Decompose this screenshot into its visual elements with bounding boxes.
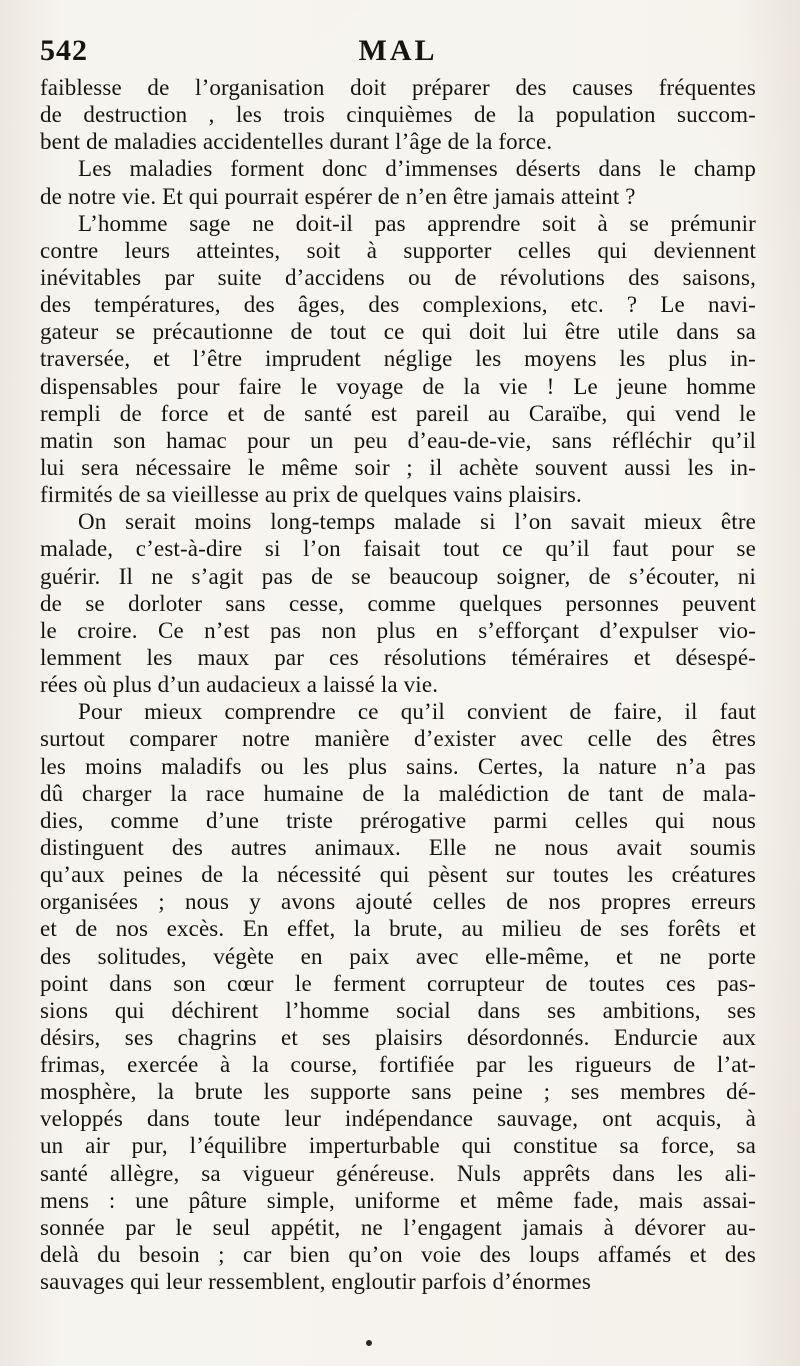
text-line: un air pur, l’équilibre imperturbable qui constitue sa force, sa: [40, 1133, 756, 1159]
text-line: inévitables par suite d’accidens ou de révolutions des saisons,: [40, 264, 756, 290]
text-line: guérir. Il ne s’agit pas de se beaucoup soigner, de s’écouter, ni: [40, 563, 756, 589]
body-text: [40, 74, 756, 1295]
page-header: [40, 28, 756, 72]
text-line: surtout comparer notre manière d’exister avec celle des êtres: [40, 726, 756, 752]
text-line: lui sera nécessaire le même soir ; il achète souvent aussi les in-: [40, 454, 756, 480]
text-line: des températures, des âges, des complexions, etc. ? Le navi-: [40, 292, 756, 318]
text-line: Pour mieux comprendre ce qu’il convient de faire, il faut: [78, 699, 756, 725]
text-line: firmités de sa vieillesse au prix de quelques vains plaisirs.: [40, 482, 582, 508]
text-line: les moins maladifs ou les plus sains. Certes, la nature n’a pas: [40, 753, 756, 779]
text-line: delà du besoin ; car bien qu’on voie des loups affamés et des: [40, 1242, 756, 1268]
paragraph: [40, 74, 756, 155]
text-line: bent de maladies accidentelles durant l’âge de la force.: [40, 129, 553, 155]
text-line: gateur se précautionne de tout ce qui doit lui être utile dans sa: [40, 319, 756, 345]
text-line: et de nos excès. En effet, la brute, au milieu de ses forêts et: [40, 916, 756, 942]
page-number: 542: [40, 34, 88, 67]
text-line: de notre vie. Et qui pourrait espérer de n’en être jamais atteint ?: [40, 183, 636, 209]
text-line: sauvages qui leur ressemblent, engloutir parfois d’énormes: [40, 1269, 591, 1295]
paragraph: [40, 698, 756, 1295]
text-line: de se dorloter sans cesse, comme quelques personnes peuvent: [40, 590, 756, 616]
text-line: contre leurs atteintes, soit à supporter celles qui deviennent: [40, 237, 756, 263]
text-line: matin son hamac pour un peu d’eau-de-vie, sans réfléchir qu’il: [40, 427, 756, 453]
text-line: dispensables pour faire le voyage de la vie ! Le jeune homme: [40, 373, 756, 399]
text-line: lemment les maux par ces résolutions téméraires et désespé-: [40, 644, 756, 670]
text-line: qu’aux peines de la nécessité qui pèsent sur toutes les créatures: [40, 862, 756, 888]
footer-mark: [366, 1340, 372, 1346]
text-line: traversée, et l’être imprudent néglige les moyens les plus in-: [40, 346, 756, 372]
text-line: santé allègre, sa vigueur généreuse. Nuls apprêts dans les ali-: [40, 1160, 756, 1186]
text-line: dû charger la race humaine de la malédiction de tant de mala-: [40, 780, 756, 806]
text-line: dies, comme d’une triste prérogative parmi celles qui nous: [40, 807, 756, 833]
text-line: mens : une pâture simple, uniforme et même fade, mais assai-: [40, 1187, 756, 1213]
text-line: L’homme sage ne doit-il pas apprendre soit à se prémunir: [78, 210, 756, 236]
running-title: MAL: [358, 34, 438, 67]
text-line: distinguent des autres animaux. Elle ne nous avait soumis: [40, 834, 756, 860]
text-line: faiblesse de l’organisation doit préparer des causes fréquentes: [40, 75, 756, 100]
text-line: rempli de force et de santé est pareil au Caraïbe, qui vend le: [40, 400, 756, 426]
text-line: mosphère, la brute les supporte sans peine ; ses membres dé-: [40, 1079, 756, 1105]
text-line: de destruction , les trois cinquièmes de la population succom-: [40, 102, 756, 128]
text-line: sions qui déchirent l’homme social dans ses ambitions, ses: [40, 997, 756, 1023]
text-line: Les maladies forment donc d’immenses déserts dans le champ: [78, 156, 756, 182]
text-line: malade, c’est-à-dire si l’on faisait tout ce qu’il faut pour se: [40, 536, 756, 562]
text-line: des solitudes, végète en paix avec elle-même, et ne porte: [40, 943, 756, 969]
text-line: veloppés dans toute leur indépendance sauvage, ont acquis, à: [40, 1106, 756, 1132]
text-line: désirs, ses chagrins et ses plaisirs désordonnés. Endurcie aux: [40, 1024, 756, 1050]
paragraph: [40, 508, 756, 698]
text-line: organisées ; nous y avons ajouté celles de nos propres erreurs: [40, 889, 756, 915]
text-line: rées où plus d’un audacieux a laissé la vie.: [40, 672, 439, 698]
text-line: On serait moins long-temps malade si l’on savait mieux être: [78, 509, 756, 535]
text-line: sonnée par le seul appétit, ne l’engagent jamais à dévorer au-: [40, 1214, 756, 1240]
text-line: le croire. Ce n’est pas non plus en s’efforçant d’expulser vio-: [40, 617, 756, 643]
text-line: frimas, exercée à la course, fortifiée par les rigueurs de l’at-: [40, 1052, 756, 1078]
text-line: point dans son cœur le ferment corrupteur de toutes ces pas-: [40, 970, 756, 996]
paragraph: [40, 210, 756, 509]
paragraph: [40, 155, 756, 209]
